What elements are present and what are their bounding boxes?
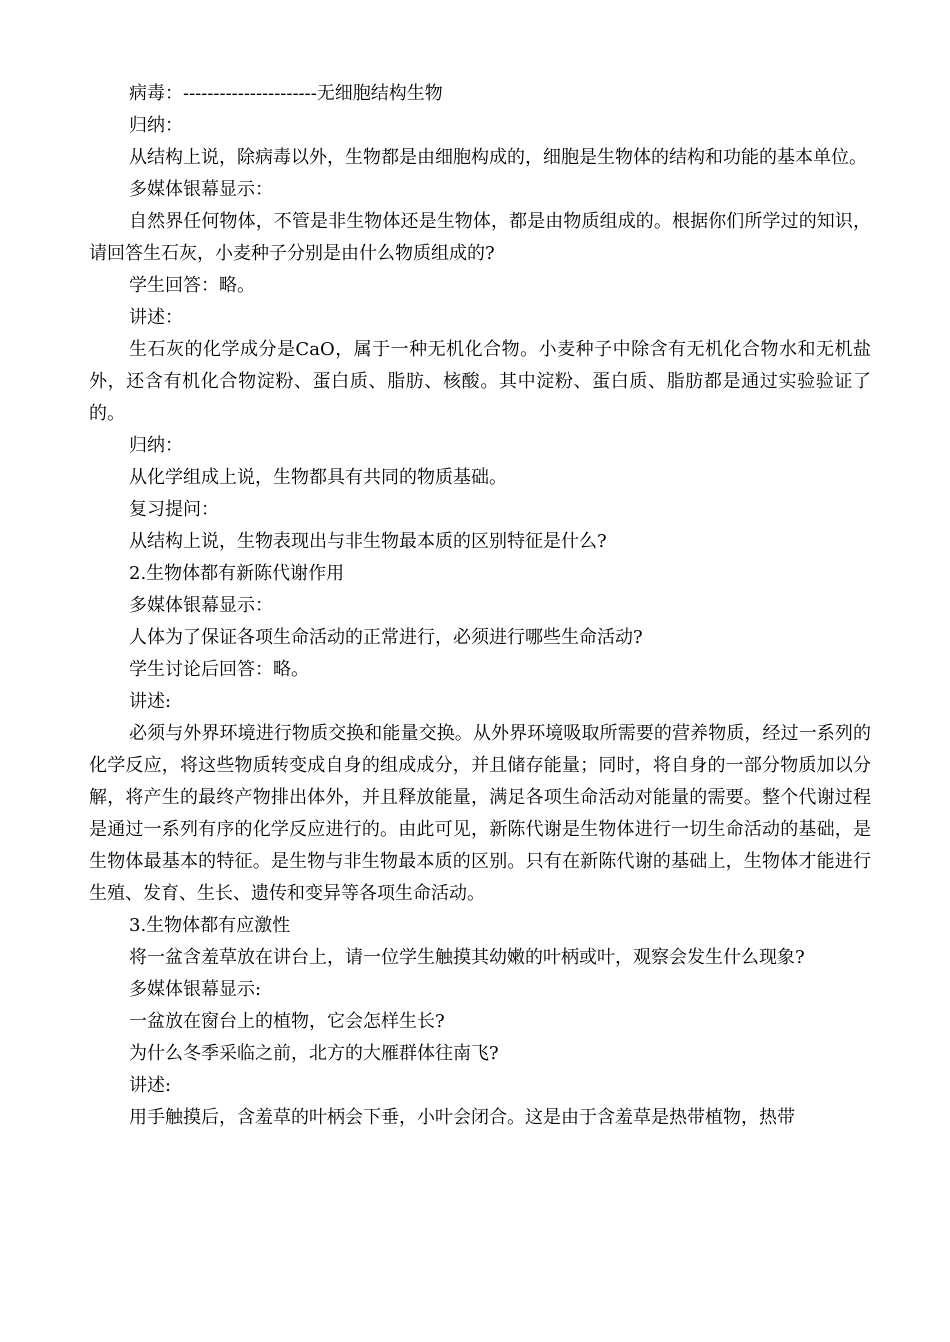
document-body bbox=[89, 78, 871, 1134]
paragraph: 一盆放在窗台上的植物，它会怎样生长? bbox=[129, 1011, 445, 1032]
paragraph: 讲述： bbox=[129, 307, 183, 328]
paragraph: 从结构上说，生物表现出与非生物最本质的区别特征是什么? bbox=[129, 531, 607, 552]
paragraph: 多媒体银幕显示： bbox=[129, 595, 273, 616]
paragraph: 多媒体银幕显示: bbox=[129, 979, 262, 1000]
paragraph: 讲述: bbox=[129, 1075, 172, 1096]
paragraph: 从结构上说，除病毒以外，生物都是由细胞构成的，细胞是生物体的结构和功能的基本单位。 bbox=[129, 147, 867, 168]
paragraph: 为什么冬季采临之前，北方的大雁群体往南飞? bbox=[129, 1043, 499, 1064]
paragraph: 自然界任何物体，不管是非生物体还是生物体，都是由物质组成的。根据你们所学过的知识，请回答生石灰，小麦种子分别是由什么物质组成的? bbox=[89, 211, 871, 264]
section-heading: 3.生物体都有应激性 bbox=[129, 915, 291, 936]
paragraph: 用手触摸后，含羞草的叶柄会下垂，小叶会闭合。这是由于含羞草是热带植物，热带 bbox=[129, 1107, 795, 1128]
paragraph: 归纳： bbox=[129, 435, 183, 456]
paragraph: 学生讨论后回答：略。 bbox=[129, 659, 309, 680]
paragraph: 必须与外界环境进行物质交换和能量交换。从外界环境吸取所需要的营养物质，经过一系列的化学反应，将这些物质转变成自身的组成成分，并且储存能量；同时，将自身的一部分物质加以分解，将产生的最终产物排出体外，并且释放能量，满足各项生命活动对能量的需要。整个代谢过程是通过一系列有序的化学反应进行的。由此可见，新陈代谢是生物体进行一切生命活动的基础，是生物体最基本的特征。是生物与非生物最本质的区别。只有在新陈代谢的基础上，生物体才能进行生殖、发育、生长、遗传和变异等各项生命活动。 bbox=[89, 723, 871, 904]
paragraph: 多媒体银幕显示： bbox=[129, 179, 273, 200]
paragraph: 人体为了保证各项生命活动的正常进行，必须进行哪些生命活动? bbox=[129, 627, 643, 648]
paragraph: 生石灰的化学成分是CaO，属于一种无机化合物。小麦种子中除含有无机化合物水和无机盐外，还含有机化合物淀粉、蛋白质、脂肪、核酸。其中淀粉、蛋白质、脂肪都是通过实验验证了的。 bbox=[89, 339, 871, 424]
section-heading: 2.生物体都有新陈代谢作用 bbox=[129, 563, 345, 584]
paragraph: 从化学组成上说，生物都具有共同的物质基础。 bbox=[129, 467, 507, 488]
paragraph: 病毒：----------------------无细胞结构生物 bbox=[129, 83, 443, 104]
paragraph: 复习提问： bbox=[129, 499, 219, 520]
paragraph: 讲述: bbox=[129, 691, 172, 712]
paragraph: 将一盆含羞草放在讲台上，请一位学生触摸其幼嫩的叶柄或叶，观察会发生什么现象? bbox=[129, 947, 805, 968]
paragraph: 学生回答：略。 bbox=[129, 275, 255, 296]
paragraph: 归纳： bbox=[129, 115, 183, 136]
